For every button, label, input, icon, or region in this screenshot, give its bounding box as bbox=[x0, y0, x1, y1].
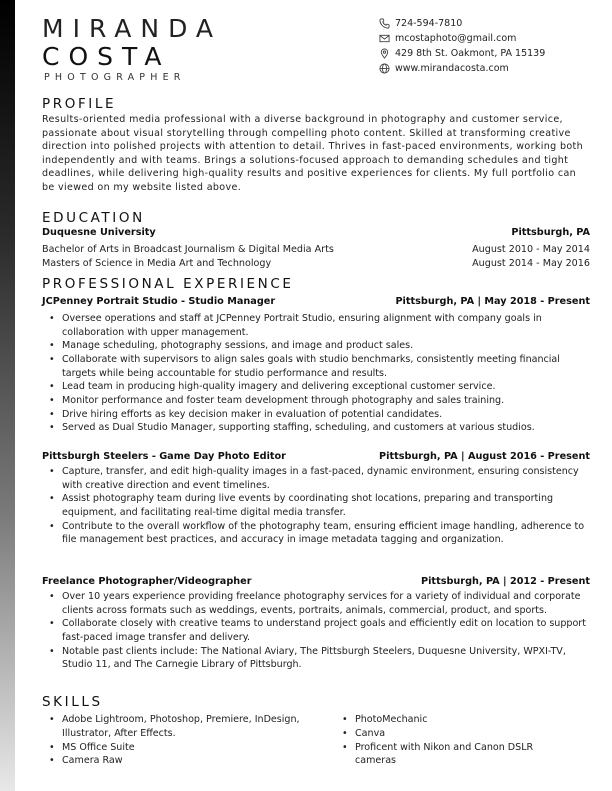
mail-icon bbox=[377, 33, 391, 44]
school-location: Pittsburgh, PA bbox=[511, 227, 590, 238]
job-header bbox=[42, 576, 590, 587]
degree-dates: August 2010 - May 2014 bbox=[472, 244, 590, 255]
skills-heading: SKILLS bbox=[42, 694, 103, 710]
list-item: • Over 10 years experience providing freelance photography services for a variety of individual and corporate clients across formats such as weddings, events, portraits, animals, commercial, product, and sports. bbox=[48, 590, 588, 617]
list-item: • Served as Dual Studio Manager, supporting staffing, scheduling, and customers at various studios. bbox=[48, 421, 588, 435]
list-item: • Capture, transfer, and edit high-quality images in a fast-paced, dynamic environment, ensuring consistency with creative direction and event timelines. bbox=[48, 465, 588, 492]
list-item: • MS Office Suite bbox=[48, 741, 338, 755]
phone-text: 724-594-7810 bbox=[395, 18, 463, 29]
list-item: • Contribute to the overall workflow of the photography team, ensuring efficient image handling, adherence to file management best practices, and accuracy in image metadata tagging and organization. bbox=[48, 520, 588, 547]
job-bullets bbox=[48, 590, 588, 672]
degree-name: Masters of Science in Media Art and Technology bbox=[42, 258, 272, 269]
gradient-side-bar bbox=[0, 0, 15, 791]
skills-list-right bbox=[341, 713, 561, 768]
list-item: • Lead team in producing high-quality imagery and delivering exceptional customer service. bbox=[48, 380, 588, 394]
address-text: 429 8th St. Oakmont, PA 15139 bbox=[395, 48, 546, 59]
degree-row bbox=[42, 258, 590, 269]
school-name: Duquesne University bbox=[42, 227, 156, 238]
list-item: • Proficent with Nikon and Canon DSLR cameras bbox=[341, 741, 561, 769]
job-meta: Pittsburgh, PA | August 2016 - Present bbox=[379, 451, 590, 462]
contact-email bbox=[377, 31, 594, 46]
contact-phone bbox=[377, 16, 594, 31]
job-header bbox=[42, 451, 590, 462]
last-name: COSTA bbox=[42, 42, 171, 71]
education-school-row bbox=[42, 227, 590, 238]
profile-summary: Results-oriented media professional with a diverse background in photography and customer service, passionate about visual storytelling through compelling photo content. Skilled at transforming creative direction into polished projects with attention to detail. Thrives in fast-paced environments, working both independently and with teams. Brings a solutions-focused approach to demanding schedules and tight deadlines, while delivering high-quality results and positive experiences for clients. My full portfolio can be viewed on my website listed above. bbox=[42, 114, 584, 193]
profile-heading: PROFILE bbox=[42, 96, 117, 112]
list-item: • Drive hiring efforts as key decision maker in evaluation of potential candidates. bbox=[48, 408, 588, 422]
job-meta: Pittsburgh, PA | May 2018 - Present bbox=[395, 296, 590, 307]
degree-name: Bachelor of Arts in Broadcast Journalism & Digital Media Arts bbox=[42, 244, 334, 255]
degree-row bbox=[42, 244, 590, 255]
list-item: • Monitor performance and foster team development through photography and sales training. bbox=[48, 394, 588, 408]
location-pin-icon bbox=[377, 48, 391, 59]
experience-heading: PROFESSIONAL EXPERIENCE bbox=[42, 276, 294, 292]
list-item: • Collaborate with supervisors to align sales goals with studio benchmarks, consistently meeting financial targets while being accountable for studio performance and results. bbox=[48, 353, 588, 380]
contact-address bbox=[377, 46, 594, 61]
list-item: • Camera Raw bbox=[48, 754, 338, 768]
globe-icon bbox=[377, 63, 391, 74]
list-item: • Notable past clients include: The National Aviary, The Pittsburgh Steelers, Duquesne University, WPXI-TV, Studio 11, and The Carnegie Library of Pittsburgh. bbox=[48, 645, 588, 672]
job-title: PHOTOGRAPHER bbox=[44, 72, 186, 83]
list-item: • Adobe Lightroom, Photoshop, Premiere, InDesign, Illustrator, After Effects. bbox=[48, 713, 338, 741]
list-item: • Assist photography team during live events by coordinating shot locations, preparing and transporting equipment, and facilitating real-time digital media transfer. bbox=[48, 492, 588, 519]
job-title-text: Pittsburgh Steelers - Game Day Photo Editor bbox=[42, 451, 286, 462]
education-heading: EDUCATION bbox=[42, 210, 145, 226]
phone-icon bbox=[377, 18, 391, 29]
job-bullets bbox=[48, 465, 588, 547]
job-bullets bbox=[48, 312, 588, 435]
contact-info bbox=[377, 16, 594, 76]
list-item: • Oversee operations and staff at JCPenney Portrait Studio, ensuring alignment with company goals in collaboration with upper management. bbox=[48, 312, 588, 339]
job-title-text: Freelance Photographer/Videographer bbox=[42, 576, 252, 587]
first-name: MIRANDA bbox=[42, 14, 223, 43]
degree-dates: August 2014 - May 2016 bbox=[472, 258, 590, 269]
job-meta: Pittsburgh, PA | 2012 - Present bbox=[421, 576, 590, 587]
list-item: • Collaborate closely with creative teams to understand project goals and efficiently edit on location to support fast-paced image transfer and delivery. bbox=[48, 617, 588, 644]
list-item: • Manage scheduling, photography sessions, and image and product sales. bbox=[48, 339, 588, 353]
email-link[interactable]: mcostaphoto@gmail.com bbox=[395, 33, 517, 44]
list-item: • PhotoMechanic bbox=[341, 713, 561, 727]
list-item: • Canva bbox=[341, 727, 561, 741]
skills-list-left bbox=[48, 713, 338, 768]
job-header bbox=[42, 296, 590, 307]
website-link[interactable]: www.mirandacosta.com bbox=[395, 63, 509, 74]
contact-website bbox=[377, 61, 594, 76]
job-title-text: JCPenney Portrait Studio - Studio Manager bbox=[42, 296, 276, 307]
